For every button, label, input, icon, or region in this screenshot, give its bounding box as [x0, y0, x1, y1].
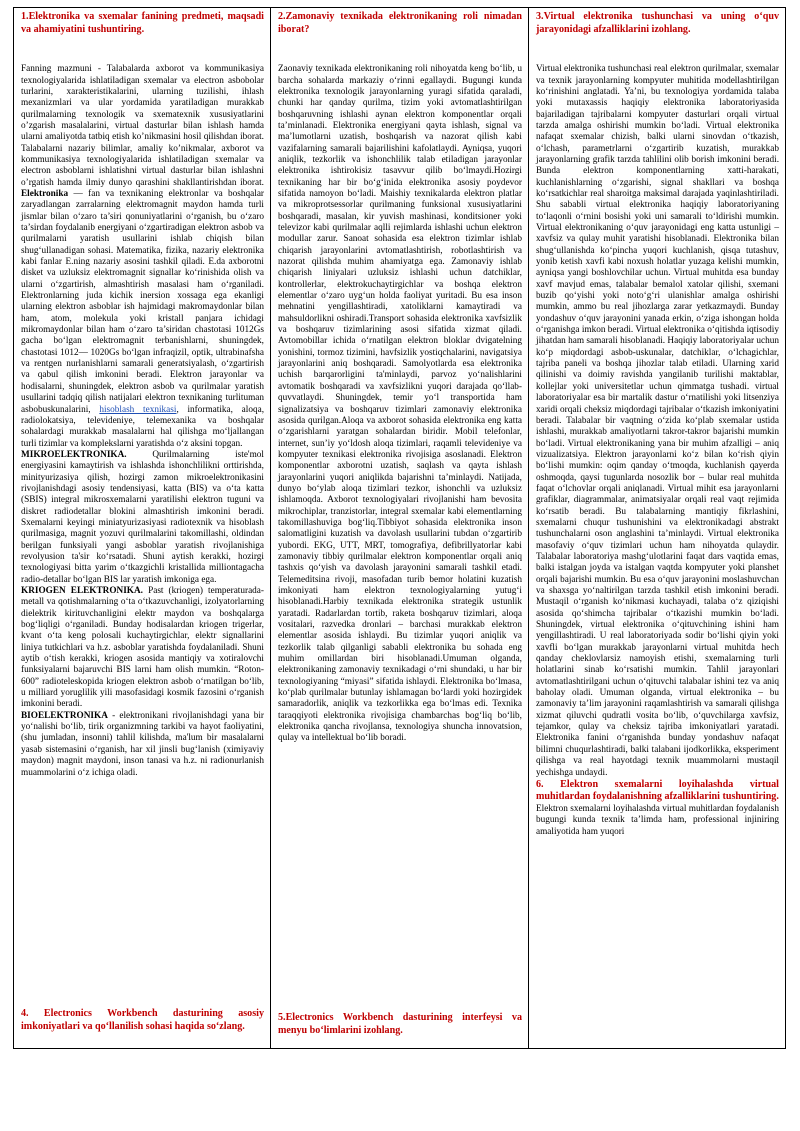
- kriogen-text: Past (kriogen) temperaturada-metall va qotishmalarning o‘ta o‘tkazuvchanligi, izolyatorlarning dielektrik kirituvchanligini elektr maydon va boshqalarga bog‘liqligi o‘rganiladi. Bunday hodisalardan kriogen trigerlar, kvant o‘ta keng polosali kuchaytirgichlar, elektr signallarini liniya tutkichlari va h.z. asboblar yaratishda foydalaniladi. Shuni aytib o‘tish kerakki, kriogen asosida mantiqiy va xotiralovchi funksiyalarni bajaruvchi BIS larni ham olish mumkin. “Roton-600” radioteleskopida kriogen elektron asbob o‘rnatilgan bo‘lib, u milliard yoruglilik yili masofasidagi kosmik fazosini o‘rganish imkonini beradi.: [21, 586, 264, 710]
- bioelektronika-text: - elektronikani rivojlanishdagi yana bir yo‘nalishi bo‘lib, tirik organizmning tarkibi va hayot faoliyatini, (shu jumladan, insonni) tahlil kilishda, ma'lum bir masalalarni yasab sistemasini o‘rganish, har xil jinsli bug‘lanish (ximiyaviy maydon) magnit maydoni, inson tanasi va h.z. ni radionurlanish muammolarini o‘z ichiga oladi.: [21, 710, 264, 778]
- heading-gap: [21, 36, 264, 64]
- term-elektronika: Elektronika: [21, 188, 69, 199]
- heading-gap: [536, 36, 779, 64]
- elektronika-definition: — fan va texnikaning elektronlar va boshqalar zaryadlangan zarralarning elektromagnit maydon hamda turli jismlar bilan o‘zaro ta’siri qonuniyatlarini o‘rganish, bu o‘zaro ta’sirdan foydalanib energiyani o‘zgartiradigan elektron asbob va qurilmalarni yaratish usullarini ishlab chiqish bilan shug‘ullanadigan sohasi. Matematika, fizika, nazariy elektronika kabi fanlar E.ning nazariy asosini tashkil qiladi. E.da axborotni disket va uzluksiz elektromagnit signallar ko‘rinishida olish va ularni o‘zgartirish, almashtirish masalasi ham o‘rganiladi. Elektronlarning juda kichik inersion xossaga ega ekanligi ularning elektron asboblar ish hajmidagi makromaydonlar bilan ham, atom, molekula yoki kristall panjara ichidagi mikromaydonlar bilan ham o‘zaro ta’siridan chastotasi 1012Gs gacha bo‘lgan elektromagnit terbanishlarni, shuningdek, chastotasi 1012— 1020Gs bo‘lgan infraqizil, optik, ultrabinafsha va rentgen nurlanishlarni samarali generatsiyalash, o‘zgartirish va qabul qilish imkonini beradi. Elektron jarayonlar va hodisalarni, shuningdek, elektron asbob va qurilmalar yaratish usullarini tadqiq qilish natijalari elektron texnikaning turlituman asbobuskunalarini,: [21, 188, 265, 415]
- answer-1-intro: Fanning mazmuni - Talabalarda axborot va kommunikasiya texnologiyalarida ishlatiladigan sxemalar va electron asbobolar turlarini, xarakteristikalarini, ularning tuzilishi, ihlash mexanizmlari va ular yordamida yaratiladigan murakkab qurilmalarning texnologik va sxematexnik xususiyatlarini o’zgarish masalalarini, virtual dasturlar bilan ishlash hamda ularni amaliyotda tatbiq etish ko’nikmasini hosil qilishdan iborat. Talabalarni nazariy bilimlar, amaliy ko’nikmalar, axborot va kommunikasiya texnologiyalarida ishlatiladigan sxemalar va electron asboblarni ishlatishni virtual dasturlar bilan ishlashni o’rgatish hamda ilmiy dunyo qarashini shakllantirishdan iborat.: [21, 64, 264, 188]
- answer-6-text: Elektron sxemalarni loyihalashda virtual muhitlardan foydalanish bugungi kunda texnik ta’limda ham, professional injiniring amaliyotida ham yuqori: [536, 804, 779, 837]
- term-bioelektronika: BIOELEKTRONIKA: [21, 710, 108, 721]
- heading-gap: [278, 36, 522, 64]
- column-1: [14, 8, 271, 1048]
- question-1-heading: 1.Elektronika va sxemalar fanining predmeti, maqsadi va ahamiyatini tushuntiring.: [21, 11, 264, 35]
- answer-2-text: Zaonaviy texnikada elektronikaning roli nihoyatda keng bo‘lib, u barcha sohalarda markaziy o‘rinni egallaydi. Bugungi kunda elektronika texnologik jarayonlarning yuragi sifatida qaraladi, chunki har qanday qurilma, tizim yoki avtomatlashtirilgan boshqaruvning ishlashi aynan elektron komponentlar orqali ta’minlanadi. Elektronika energiyani qayta ishlash, signal va ma’lumotlarni uzatish, boshqarish va nazorat qilish kabi vazifalarning samarali bajarilishini kafolatlaydi. Ayniqsa, yuqori aniqlik, tezkorlik va ishonchlilik talab etiladigan jarayonlar elektronika ishtirokisiz tasavvur qilib bo‘lmaydi.Hozirgi texnikaning har bir bo‘g‘inida elektronika asosiy poydevor sifatida namoyon bo‘ladi. Maishiy texnikalarda elektron platlar va mikroprotsessorlar qurilmaning funksional xususiyatlarini boshqaradi, masalan, kir yuvish mashinasi, konditsioner yoki televizor kabi qurilmalar aqlli rejimlarda ishlashi uchun elektron modullar zarur. Sanoat sohasida esa elektron tizimlar ishlab chiqarish jarayonlarini avtomatlashtirish, robotlashtirish va nazorat qilishda muhim ahamiyatga ega. Zamonaviy ishlab chiqarish liniyalari uzluksiz ishlashi uchun datchiklar, kontrollerlar, elektrokuchaytirgichlar va boshqa elektron elementlar o‘zaro uyg‘un holda faoliyat yuritadi. Bu esa inson mehnatini yengillashtiradi, xatoliklarni kamaytiradi va mahsuldorlikni oshiradi.Transport sohasida elektronika xavfsizlik va boshqaruv tizimlarining asosi sifatida xizmat qiladi. Avtomobillar ichida o‘rnatilgan elektron bloklar dvigatelning yonishini, tormoz tizimini, havfsizlik yostiqchalarini, navigatsiya jarayonlarini aniq boshqaradi. Samolyotlarda esa elektronika uchish barqarorligini ta'minlaydi, parvoz yo‘nalishlarini avtomatik boshqaradi va xavfsizlikni yuqori darajada qo‘llab-quvvatlaydi. Shuningdek, temir yo‘l transportida ham signalizatsiya va boshqaruv tizimlari zamonaviy elektronika asosida qurilgan.Aloqa va axborot sohasida elektronika eng katta o‘zgarishlarni yaratgan sohalardan biridir. Mobil telefonlar, internet, sun’iy yo‘ldosh aloqa tizimlari, raqamli televideniye va kompyuter texnikasi elektronika rivojisiga asoslanadi. Elektron komponentlar axborotni uzatish, saqlash va qayta ishlash jarayonlarini yuqori aniqlikda bajarishni ta’minlaydi. Natijada, dunyo bo‘ylab aloqa tizimlari tezkor, ishonchli va uzluksiz ishlamoqda. Axborot texnologiyalari rivojlanishi ham bevosita mikrochiplar, tranzistorlar, integral sxemalar kabi elementlarning takomillashuviga bog‘liq.Tibbiyot sohasida elektronika inson salomatligini kuzatish va davolash usullarini tubdan o‘zgartirib yubordi. EKG, UTT, MRT, tomografiya, defibrillyatorlar kabi zamonaviy tibbiy qurilmalar elektron komponentlar orqali aniq tashxis qo‘yish va davolash jarayonini samarali tashkil etadi. Telemeditsina rivoji, masofadan turib bemor holatini kuzatish imkoniyati ham elektron texnologiyalarning yutug‘i hisoblanadi.Harbiy texnikada elektronika strategik ustunlik yaratadi. Radarlardan tortib, raketa boshqaruv tizimlari, aloqa vositalari, razvedka dronlari – barchasi murakkab elektron elementlar asosida ishlaydi. Bu tizimlar yuqori aniqlik va tezkorlik talab qilganligi sababli elektronika bu sohada eng muhim omillardan biri hisoblanadi.Umuman olganda, elektronikaning zamonaviy texnikadagi o‘rni shundaki, u har bir texnologiyaning “miyasi” sifatida ishlaydi. Elektronika bo‘lmasa, ko‘plab qurilmalar butunlay ishlamagan bo‘lardi yoki hozirgidek samaradorlik, aniqlik va tezkorlikka ega bo‘lmas edi. Texnika taraqqiyoti elektronika rivojisiga chambarchas bog‘liq bo‘lib, elektronika qancha rivojlansa, texnologiya shuncha innovatsion, qulay va intellektual bo‘lib boradi.: [278, 64, 522, 744]
- question-6-heading: 6. Elektron sxemalarni loyihalashda virtual muhitlardan foydalanishning afzalliklarini tushuntiring.: [536, 778, 779, 803]
- answer-1-text: [21, 64, 264, 779]
- term-mikroelektronika: MIKROELEKTRONIKA.: [21, 449, 127, 460]
- after-link-text: , informatika, aloqa, radiolokatsiya, televideniye, telemexanika va boshqalar sohalardagi murakkab masalalarni hal qilishga mo‘ljallangan turli tizimlar va komplekslarni yaratishda o‘z aksini topgan.: [21, 404, 265, 449]
- mikroelektronika-text: Qurilmalarning iste'mol energiyasini kamaytirish va ishlashda ishonchlilikni orttirishda, minityurizasiya qilish, hozirgi zamon mikroelektronikasini rivojlanishdagi asosiy tendensiyasi, katta (BIS) va o‘ta katta (SBIS) integral mikrosxemalarni yaratilishi elektron tuguni va diskret radiodetallar blokini almashtirish imkonini beradi. Sxemalarni keyingi miniatyurizasiyasi radiotexnik va hisoblash qurilmasiga, magnit yozuvi qurilmalarini takomillashi, oldindan berilgan funksiyali yangi asboblar yaratish rivojlanishiga revolyusion ta'sir ko‘rsatadi. Shuni aytish kerakki, hozirgi texnologiyasi bitta yarim o‘tkazgichli kristallida milliontagacha radio-detallar bo‘lgan BIS lar yaratish imkoniga ega.: [21, 449, 264, 585]
- question-3-heading: 3.Virtual elektronika tushunchasi va uning o‘quv jarayonidagi afzalliklarini izohlang.: [536, 11, 779, 35]
- column-3: [529, 8, 785, 1048]
- question-5-heading: 5.Electronics Workbench dasturining interfeysi va menyu bo‘limlarini izohlang.: [278, 1012, 522, 1036]
- term-kriogen-elektronika: KRIOGEN ELEKTRONIKA.: [21, 586, 143, 596]
- question-2-heading: 2.Zamonaviy texnikada elektronikaning roli nimadan iborat?: [278, 11, 522, 35]
- question-table: [13, 7, 786, 1049]
- hisoblash-texnikasi-link[interactable]: hisoblash texnikasi: [99, 404, 177, 415]
- question-4-heading: 4. Electronics Workbench dasturining asosiy imkoniyatlari va qo‘llanilish sohasi haqida so‘zlang.: [21, 1008, 264, 1032]
- column-2: [271, 8, 529, 1048]
- answer-3-text: Virtual elektronika tushunchasi real elektron qurilmalar, sxemalar va texnik jarayonlarning kompyuter muhitida modellashtirilgan ko‘rinishini anglatadi. Ya’ni, bu texnologiya yordamida talaba yoki mutaxassis haqiqiy elektronika laboratoriyasida bajariladigan tajribalarni kompyuter dasturlari orqali virtual tarzda amalga oshirishi mumkin bo‘ladi. Virtual elektronika nafaqat sxemalar chizish, balki ularni sinovdan o‘tkazish, o‘lchash, parametrlarni o‘zgartirib kuzatish, murakkab jarayonlarning grafik tarzda tahlilini olib borish imkonini beradi. Bunda elektron komponentlarning xatti-harakati, kuchlanishlarning o‘zgarishi, signal shakllari va boshqa ko‘rsatkichlar real sharoitga maksimal darajada yaqinlashtiriladi. Shu sababli virtual elektronika haqiqiy laboratoriyaning to‘laqonli o‘rnini bosishi yoki uni samarali to‘ldirishi mumkin. Virtual elektronikaning o‘quv jarayonidagi eng katta ustunligi – xavfsiz va qulay muhit yaratishi hisoblanadi. Elektronika bilan shug‘ullanishda ko‘pincha yuqori kuchlanish, qisqa tutashuv, yonib ketish xavfi kabi noxush holatlar yuzaga kelishi mumkin, ayniqsa yangi boshlovchilar uchun. Virtual muhitda esa bunday xavf mavjud emas, talabalar bemalol xatolar qilishi, sxemani buzib qo‘yishi yoki noto‘g‘ri ulanishlar amalga oshirishi mumkin, ammo bu real jihozlarga zarar yetkazmaydi. Bunday yondashuv o‘quv jarayonini yanada erkin, o‘ziga ishongan holda o‘rganishga imkon beradi. Virtual elektronika o‘qitishda iqtisodiy jihatdan ham samarali hisoblanadi. Haqiqiy laboratoriyalar uchun ko‘p miqdordagi asbob-uskunalar, datchiklar, o‘lchagichlar, tajriba paneli va boshqa jihozlar talab etiladi. Ularning xarid qilinishi va doimiy ravishda yangilanib turilishi maktablar, kollejlar yoki universitetlar uchun qimmatga tushadi. virtual laboratoriyalar esa bir martalik dastur o‘rnatilishi yoki litsenziya xaridi orqali cheksiz miqdordagi tajribalar o‘tkazish imkoniyatini beradi. Talabalar bir vaqtning o‘zida ko‘plab sxemalar ustida ishlashi, murakkab amaliyotlarni takror-takror bajarishi mumkin bo‘ladi. Virtual elektronikaning yana bir muhim afzalligi – aniq vizualizatsiya. Elektron jarayonlarni ko‘z bilan ko‘rish qiyin bo‘lishi mumkin: oqim qanday o‘tmoqda, kuchlanish qayerda oshmoqda, qaysi tugunlarda nosozlik bor – bular real muhitda faqat o‘lchovlar orqali aniqlanadi. Virtual mihit esa jarayonlarni grafiklar, diagrammalar, animatsiyalar orqali real vaqt rejimida ko‘rsatib beradi. Bu talabalarning mantiqiy fikrlashini, sxemalarni chuqur tushunishini va elektronikadagi abstrakt tushunchalarni oson anglashini ta’minlaydi. Virtual elektronika masofaviy o‘quv tizimlari uchun ham nihoyatda qulaydir. Talabalar laboratoriya mashg‘ulotlarini faqat dars vaqtida emas, balki istalgan joyda va istalgan vaqtda kompyuter yoki planshet orqali bajarishi mumkin. Bu esa o‘quv jarayonini moslashuvchan va shaxsga yo‘naltirilgan tarzda tashkil etish imkonini beradi. Mustaqil o‘rganish ko‘nikmasi kuchayadi, talaba o‘z qiziqishi asosida qo‘shimcha tajribalar o‘tkazishi mumkin bo‘ladi. Shuningdek, virtual elektronika o‘qituvchining ishini ham yengillashtiradi. U real laboratoriyada sodir bo‘lishi qiyin yoki xavfli bo‘lgan murakkab jarayonlarni virtual muhitda hech qanday cheklovlarsiz namoyish etishi, sxemalarning turli holatlarini sinab ko‘rsatishi mumkin. Tahlil jarayonlari avtomatlashtirilgani uchun o‘qituvchi talabalar ishini tez va aniq baholay oladi. Umuman olganda, virtual elektronika – bu zamonaviy ta’lim jarayonini raqamlashtirish va samarali qilishga xizmat qiluvchi qudratli vosita bo‘lib, o‘quvchilarga xavfsiz, tejamkor, qulay va cheksiz tajriba imkoniyatlari yaratadi. Elektronika fanini o‘rganishda bunday yondashuv nafaqat bilimni chuqurlashtiradi, balki talabani ijodkorlikka, eksperiment qilishga va real hayotdagi texnik muammolarni mustaqil yechishga undaydi.: [536, 64, 779, 778]
